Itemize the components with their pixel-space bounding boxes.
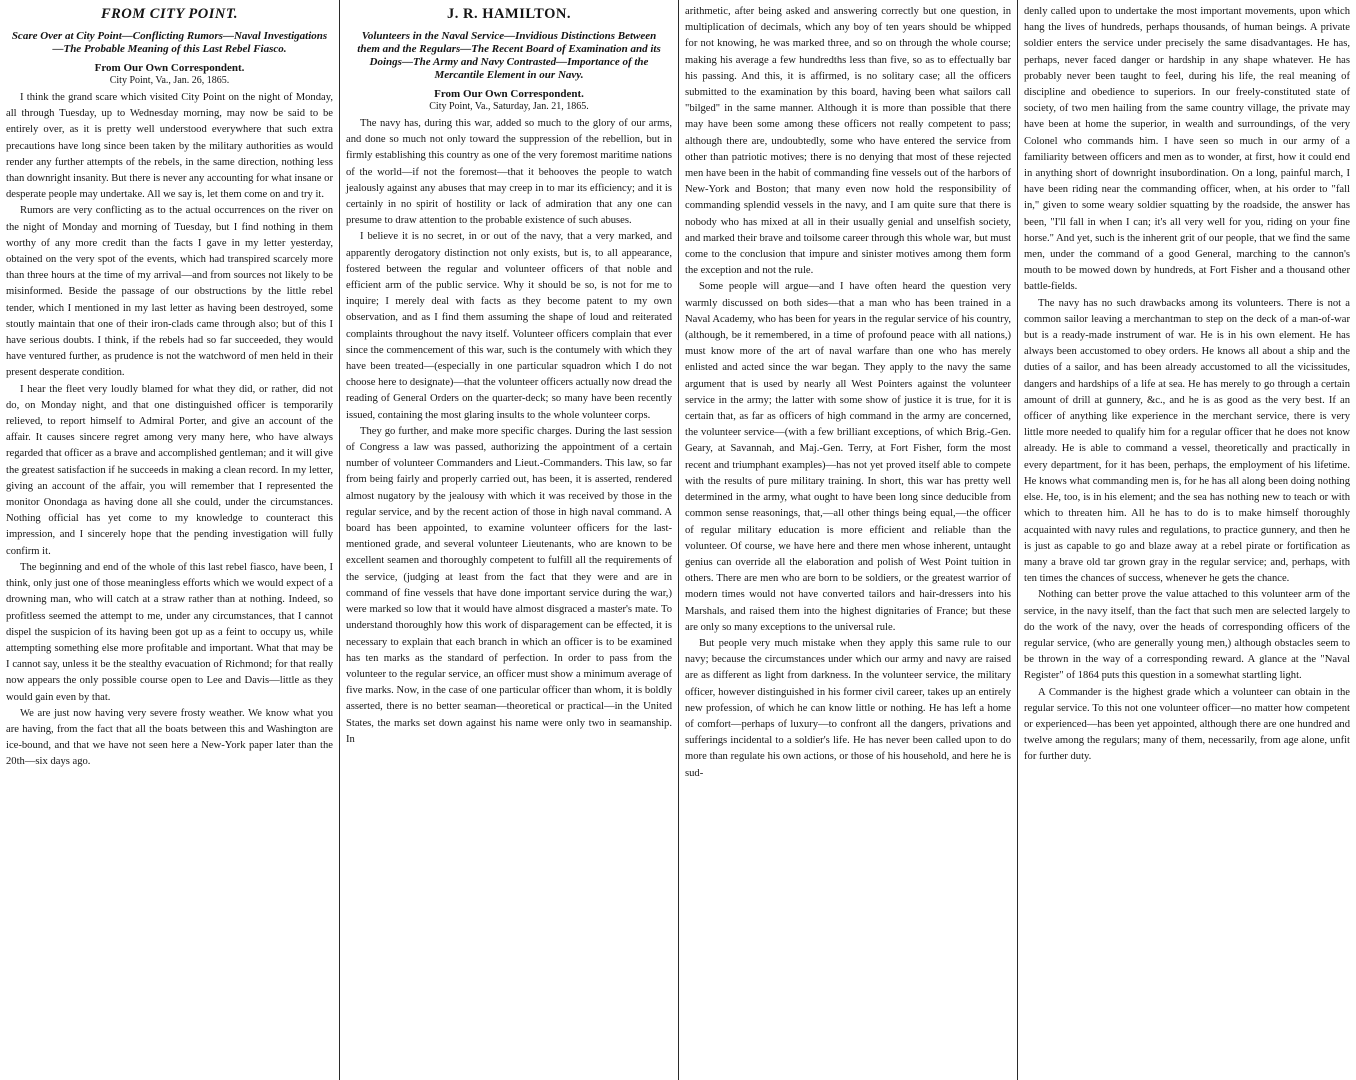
column-4 bbox=[1018, 0, 1356, 1080]
article-body bbox=[685, 4, 1011, 782]
paragraph: arithmetic, after being asked and answering correctly but one question, in multiplication of decimals, which any boy of ten years should be whipped for not knowing, he was marked three, and so on through the whole course; making his average a few hundredths less than five, so as to effectually bar his passing. And this, it is affirmed, is no solitary case; all the officers submitted to the examination by this board, having been what sailors call "bilged" in the same manner. Although it is more than possible that there may have been some among these officers not really competent to pass; although there are, undoubtedly, some who have entered the service from other than patriotic motives; there is no denying that most of these rejected men have been in the habit of commanding fine vessels out of the harbors of New-York and Boston; that many even now hold the responsibility of commanding splendid vessels in the navy, and I am quite sure that there is nobody who has mixed at all in their usually genial and unselfish society, and marked their brave and toilsome career through this whole war, but must come to the conclusion that impure and sinister motives among them form the exception and not the rule. bbox=[685, 6, 1011, 277]
article-headline: FROM CITY POINT. bbox=[100, 6, 239, 22]
paragraph: Nothing can better prove the value attached to this volunteer arm of the service, in the navy itself, than the fact that such men are selected largely to do the work of the navy, over the heads of corresponding officers of the regular service, (who are generally young men,) although obstacles seem to be thrown in the way of a corresponding reward. A glance at the "Naval Register" of 1864 puts this question in a somewhat startling light. bbox=[1024, 589, 1350, 682]
paragraph: The navy has, during this war, added so much to the glory of our arms, and done so much not only toward the suppression of the rebellion, but in firmly establishing this country as one of the very foremost maritime nations of the world—if not the foremost—that it behooves the people to watch jealously against any abuses that may creep in to mar its efficiency; and it is certainly in no spirit of hostility or lack of admiration that any one can presume to draw attention to the probable existence of such abuses. bbox=[346, 118, 672, 227]
column-3 bbox=[679, 0, 1018, 1080]
paragraph: The navy has no such drawbacks among its volunteers. There is not a common sailor leaving a merchantman to step on the deck of a man-of-war but is a ready-made instrument of war. He is in his own element. He has always been accustomed to obey orders. He knows all about a ship and the duties of a sailor, and has been already accustomed to all the vicissitudes, dangers and hardships of a life at sea. He has merely to go through a certain amount of drill at gunnery, &c., and he is as good as the very best. If an officer of anything like experience in the merchant service, there is very little more needed to qualify him for a regular officer that he does not know already. He is able to command a vessel, theoretically and practically in every department, for it has been, perhaps, the employment of his lifetime. He knows what commanding men is, for he has all along been doing nothing else. He, too, is in his element; and the sea has nothing new to teach or with which to threaten him. All he has to do is to make himself thoroughly acquainted with navy rules and regulations, to practice gunnery, and then he is just as capable to go and blaze away at a rebel pirate or fortification as many a brave old tar grown gray in the regular service; and, perhaps, with ten times the chances of success, whenever he gets the chance. bbox=[1024, 297, 1350, 585]
article-body bbox=[6, 90, 333, 771]
paragraph: They go further, and make more specific charges. During the last session of Congress a law was passed, authorizing the appointment of a certain number of volunteer Commanders and Lieut.-Commanders. This law, so far from being fairly and properly carried out, has been, it is asserted, rendered almost nugatory by the jealousy with which it was received by those in the regular service, and by the recent action of those in high naval command. A board has been appointed, to examine volunteer officers for the last-mentioned grade, and several volunteer Lieutenants, who are known to be excellent seamen and thoroughly competent to fulfill all the requirements of the service, (judging at least from the fact that they were and are in command of fine vessels that have done important service during the war,) were marked so low that it would have almost disgraced a master's mate. To understand thoroughly how this work of disparagement can be effected, it is necessary to explain that each branch in which an officer is to be examined has ten marks as the standard of perfection. In order to pass from the volunteer to the regular service, an officer must show a minimum average of five marks. Now, in the case of one particular officer than whom, it is boldly asserted, there is no better seaman—theoretical or practical—in the United States, the marks set down against his name were only two in seamanship. In bbox=[346, 425, 672, 745]
dateline: City Point, Va., Jan. 26, 1865. bbox=[109, 75, 230, 86]
paragraph: Some people will argue—and I have often heard the question very warmly discussed on both sides—that a man who has been trained in a Naval Academy, who has been for years in the regular service of his country, (although, be it remembered, in a time of profound peace with all nations,) must know more of the art of naval warfare than one who has merely enlisted and acted since the war began. They apply to the navy the same argument that is used by nearly all West Pointers against the volunteer service in the army; the latter with some show of justice it is true, for it is certain that, as far as officers of high command in the army are concerned, the volunteer service—(with a few brilliant exceptions, of which Brig.-Gen. Geary, at Savannah, and Maj.-Gen. Terry, at Fort Fisher, form the most recent and triumphant examples)—has not yet proved itself able to compete with the results of pure military training. In short, this war has pretty well determined in the army, what ought to have been long since deducible from common sense reasonings, that,—all other things being equal,—the officer of regular military education is more efficient and reliable than the volunteer. Of course, we have here and there men whose inherent, untaught genius can override all the elaboration and polish of West Point tuition in others. There are men who are born to be soldiers, or the greatest warrior of modern times would not have converted tailors and hair-dressers into his Marshals, and raised them into the highest dignitaries of France; but these are only so many exceptions to the universal rule. bbox=[685, 281, 1011, 633]
paragraph: The beginning and end of the whole of this last rebel fiasco, have been, I think, only just one of those meaningless efforts which we would expect of a drowning man, who will catch at a straw rather than at nothing. Indeed, so profitless seemed the attempt to me, under any circumstances, that I cannot dispel the suspicion of its having been got up as a feint to occupy us, while attempting something else more profitable and important. What that may be I cannot say, unless it be the stealthy evacuation of Richmond; for that really now appears the only possible course open to Lee and Davis—little as they would gain even by that. bbox=[6, 561, 333, 703]
paragraph: Rumors are very conflicting as to the actual occurrences on the river on the night of Monday and morning of Tuesday, but I find nothing in them worthy of any more credit than the facts I gave in my letter yesterday, obtained on the very spot of the events, which had transpired scarcely more than three hours at the time of my arrival—and from sources not likely to be misinformed. Beside the passage of our obstructions by the little rebel tender, which I mentioned in my last letter as having been destroyed, some stoutly maintain that one of their iron-clads came through also; but of this I have serious doubts. I think, if the rebels had so far succeeded, they would have ventured further, as prudence is not the watchword of men held in their present desperate condition. bbox=[6, 205, 333, 379]
paragraph: But people very much mistake when they apply this same rule to our navy; because the circumstances under which our army and navy are raised are as different as light from darkness. In the volunteer service, the military officer, however distinguished in his former civil career, takes up an entirely new profession, of which he can know little or nothing. He has left a home of comfort—perhaps of luxury—to confront all the dangers, privations and sufferings incidental to a soldier's life. He has never been called upon to do more than regulate his own actions, or those of his household, and here he is sud- bbox=[685, 637, 1011, 779]
article-subheadline: Volunteers in the Naval Service—Invidious Distinctions Between them and the Regulars—The Recent Board of Examination and its Doings—The Army and Navy Contrasted—Importance of the Mercantile Element in our Navy. bbox=[357, 30, 661, 81]
paragraph: denly called upon to undertake the most important movements, upon which hang the lives of hundreds, perhaps thousands, of human beings. A private soldier enters the service under precisely the same disadvantages. He has, perhaps, never faced danger or hardship in any shape whatever. He has probably never been taught to feel, during his life, the real meaning of discipline and obedience to superiors. In our freely-constituted state of society, of two men hailing from the same country village, the private may have been at home the superior, in wealth and surroundings, of the very Colonel who commands him. I have seen so much in our army of a familiarity between officers and men as to wonder, at first, how it could end in anything short of downright insubordination. On a long, painful march, I have been riding near the commanding officer, when, at his order to "fall in," given to some weary soldier squatting by the roadside, the answer has been, "I'll fall in when I can; it's all very well for you, riding on your fine horse." And yet, such is the inherent grit of our people, that we find the same men, under the command of a good General, marching to the cannon's mouth to be mowed down by hundreds, at Fort Fisher and a thousand other battle-fields. bbox=[1024, 6, 1350, 293]
article-body bbox=[1024, 4, 1350, 766]
column-1 bbox=[0, 0, 340, 1080]
paragraph: A Commander is the highest grade which a volunteer can obtain in the regular service. To this not one volunteer officer—no matter how competent or experienced—has been yet appointed, although there are one hundred and twelve among the regulars; many of them, necessarily, from age alone, unfit for further duty. bbox=[1024, 686, 1350, 763]
dateline: City Point, Va., Saturday, Jan. 21, 1865. bbox=[429, 101, 589, 112]
byline: From Our Own Correspondent. bbox=[94, 62, 245, 74]
paragraph: We are just now having very severe frosty weather. We know what you are having, from the fact that all the boats between this and Washington are ice-bound, and that we have not seen here a New-York paper later than the 20th—six days ago. bbox=[6, 707, 333, 768]
article-body bbox=[346, 116, 672, 748]
paragraph: I believe it is no secret, in or out of the navy, that a very marked, and apparently derogatory distinction not only exists, but is, to all appearance, fostered between the regular and volunteer officers of that noble and efficient arm of the public service. Why it should be so, is not for me to inquire; I merely deal with facts as they become patent to my own observation, and as I find them assuming the shape of loud and reiterated complaints throughout the navy itself. Volunteer officers complain that ever since the commencement of this war, such is the contumely with which they have been treated—(especially in one particular squadron which I do not choose here to designate)—that the volunteer officers actually now dread the reading of General Orders on the quarter-deck; so many have been recently issued, containing the most glaring insults to the whole volunteer corps. bbox=[346, 231, 672, 421]
paragraph: I hear the fleet very loudly blamed for what they did, or rather, did not do, on Monday night, and that one distinguished officer is temporarily relieved, to report himself to Admiral Porter, and give an account of the affair. It causes sincere regret among very many here, who have always regarded that officer as a brave and accomplished gentleman; and it will give the greatest satisfaction if he succeeds in making a clean record. In my letter, giving an account of the affair, you will remember that I represented the monitor Onondaga as having done all she could, under the circumstances. Nothing official has yet come to my knowledge to counteract this impression, and I sincerely hope that the pending investigation will fully confirm it. bbox=[6, 383, 333, 557]
paragraph: I think the grand scare which visited City Point on the night of Monday, all through Tuesday, up to Wednesday morning, may now be said to be entirely over, as it is pretty well understood everywhere that such extra precautions have long since been taken by the military authorities as would render any further attempts of the rebels, in the same direction, nothing less than downright insanity. But there is never any accounting for what insane or desperate people may undertake. All we say is, let them come on and try it. bbox=[6, 92, 333, 201]
byline: From Our Own Correspondent. bbox=[434, 88, 584, 100]
article-subheadline: Scare Over at City Point—Conflicting Rumors—Naval Investigations—The Probable Meaning of this Last Rebel Fiasco. bbox=[11, 30, 328, 55]
author-signature: J. R. HAMILTON. bbox=[447, 6, 571, 22]
column-2 bbox=[340, 0, 679, 1080]
